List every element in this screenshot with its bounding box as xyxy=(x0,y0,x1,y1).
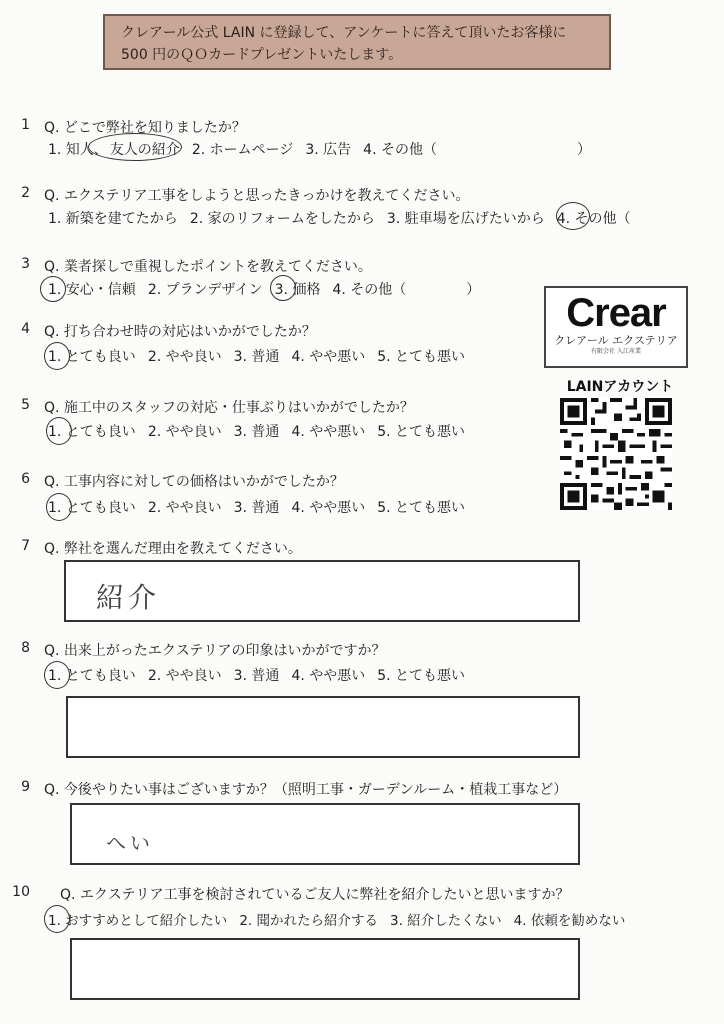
option-selected[interactable]: 1. とても良い xyxy=(48,424,136,440)
option[interactable]: 4. その他（ xyxy=(332,282,407,298)
handwritten-answer: 紹介 xyxy=(96,581,161,614)
logo-subtitle: クレアール エクステリア xyxy=(554,334,678,347)
question-1-options xyxy=(48,139,603,159)
handwritten-answer: へい xyxy=(106,831,154,855)
option-selected[interactable]: 友人の紹介 xyxy=(109,142,180,158)
promo-banner xyxy=(103,14,611,70)
option[interactable]: 2. 家のリフォームをしたから xyxy=(189,211,375,227)
question-text: Q. エクステリア工事を検討されているご友人に弊社を紹介したいと思いますか？ xyxy=(60,887,570,903)
question-3-options xyxy=(48,279,492,299)
option[interactable]: 2. 聞かれたら紹介する xyxy=(239,913,378,929)
question-text: Q. 施工中のスタッフの対応・仕事ぶりはいかがでしたか？ xyxy=(44,400,414,416)
question-number: 3 xyxy=(21,256,30,272)
option-selected[interactable]: 1. とても良い xyxy=(48,668,136,684)
option[interactable]: 2. やや良い xyxy=(147,668,222,684)
option[interactable]: 4. その他（ xyxy=(363,142,437,158)
option[interactable]: 3. 普通 xyxy=(233,349,280,365)
question-number: 8 xyxy=(21,640,30,656)
option-selected[interactable]: 1. 安心・信頼 xyxy=(48,282,136,298)
option-close: ） xyxy=(466,282,481,298)
option[interactable]: 2. やや良い xyxy=(147,500,222,516)
question-text: Q. 工事内容に対しての価格はいかがでしたか？ xyxy=(44,474,344,490)
question-5-options xyxy=(48,421,477,441)
question-text: Q. 出来上がったエクステリアの印象はいかがですか？ xyxy=(44,643,386,659)
option-selected[interactable]: 1. おすすめとして紹介したい xyxy=(48,913,228,929)
question-text: Q. 打ち合わせ時の対応はいかがでしたか？ xyxy=(44,324,316,340)
question-number: 7 xyxy=(21,538,30,554)
question-text: Q. エクステリア工事をしようと思ったきっかけを教えてください。 xyxy=(44,188,470,204)
banner-line-1: クレアール公式 LAIN に登録して、アンケートに答えて頂いたお客様に xyxy=(121,25,567,41)
question-4-options xyxy=(48,346,477,366)
option[interactable]: 3. 駐車場を広げたいから xyxy=(386,211,545,227)
question-number: 4 xyxy=(21,321,30,337)
answer-box-9[interactable] xyxy=(70,803,580,865)
question-number: 5 xyxy=(21,397,30,413)
option[interactable]: 2. やや良い xyxy=(147,349,222,365)
option[interactable]: 3. 広告 xyxy=(305,142,352,158)
answer-box-8[interactable] xyxy=(66,696,580,758)
logo-company: 有限会社 入江産業 xyxy=(591,348,641,355)
option[interactable]: 5. とても悪い xyxy=(377,424,466,440)
question-8-options xyxy=(48,665,477,685)
option[interactable]: 3. 紹介したくない xyxy=(389,913,502,929)
option[interactable]: 3. 普通 xyxy=(233,668,280,684)
option[interactable]: 1. 新築を建てたから xyxy=(48,211,178,227)
option[interactable]: 3. 普通 xyxy=(233,500,280,516)
question-number: 6 xyxy=(21,471,30,487)
option-selected[interactable]: 3. 価格 xyxy=(274,282,321,298)
banner-line-2: 500 円のＱＯカードプレゼントいたします。 xyxy=(121,47,403,63)
company-logo xyxy=(544,286,688,368)
option[interactable]: 5. とても悪い xyxy=(377,668,466,684)
option[interactable]: 5. とても悪い xyxy=(377,349,466,365)
question-number: 1 xyxy=(21,117,30,133)
logo-brand: Crear xyxy=(566,291,666,335)
option[interactable]: 2. ホームページ xyxy=(191,142,294,158)
option[interactable]: 2. やや良い xyxy=(147,424,222,440)
option[interactable]: 2. プランデザイン xyxy=(147,282,263,298)
option[interactable]: 4. やや悪い xyxy=(291,349,366,365)
option[interactable]: 4. 依頼を勧めない xyxy=(513,913,626,929)
question-number: 2 xyxy=(21,185,30,201)
qr-code-icon[interactable] xyxy=(560,398,672,510)
question-text: Q. 弊社を選んだ理由を教えてください。 xyxy=(44,541,302,557)
question-number: 9 xyxy=(21,779,30,795)
question-text: Q. 業者探しで重視したポイントを教えてください。 xyxy=(44,259,372,275)
answer-box-7[interactable] xyxy=(64,560,580,622)
question-text: Q. どこで弊社を知りましたか？ xyxy=(44,120,246,136)
option[interactable]: 1. 知人、 xyxy=(48,142,108,158)
question-10-options xyxy=(48,909,637,929)
option[interactable]: 5. とても悪い xyxy=(377,500,466,516)
option[interactable]: 4. やや悪い xyxy=(291,500,366,516)
question-6-options xyxy=(48,497,477,517)
answer-box-10[interactable] xyxy=(70,938,580,1000)
question-number: 10 xyxy=(12,884,30,900)
option-selected[interactable]: 1. とても良い xyxy=(48,349,136,365)
option-selected[interactable]: 4. その他（ xyxy=(556,211,631,227)
option[interactable]: 4. やや悪い xyxy=(291,424,366,440)
question-2-options xyxy=(48,208,643,228)
option[interactable]: 3. 普通 xyxy=(233,424,280,440)
option-selected[interactable]: 1. とても良い xyxy=(48,500,136,516)
lain-account-label: LAINアカウント xyxy=(566,379,674,395)
option[interactable]: 4. やや悪い xyxy=(291,668,366,684)
option-close: ） xyxy=(576,142,591,158)
question-text: Q. 今後やりたい事はございますか？（照明工事・ガーデンルーム・植栽工事など） xyxy=(44,782,568,798)
